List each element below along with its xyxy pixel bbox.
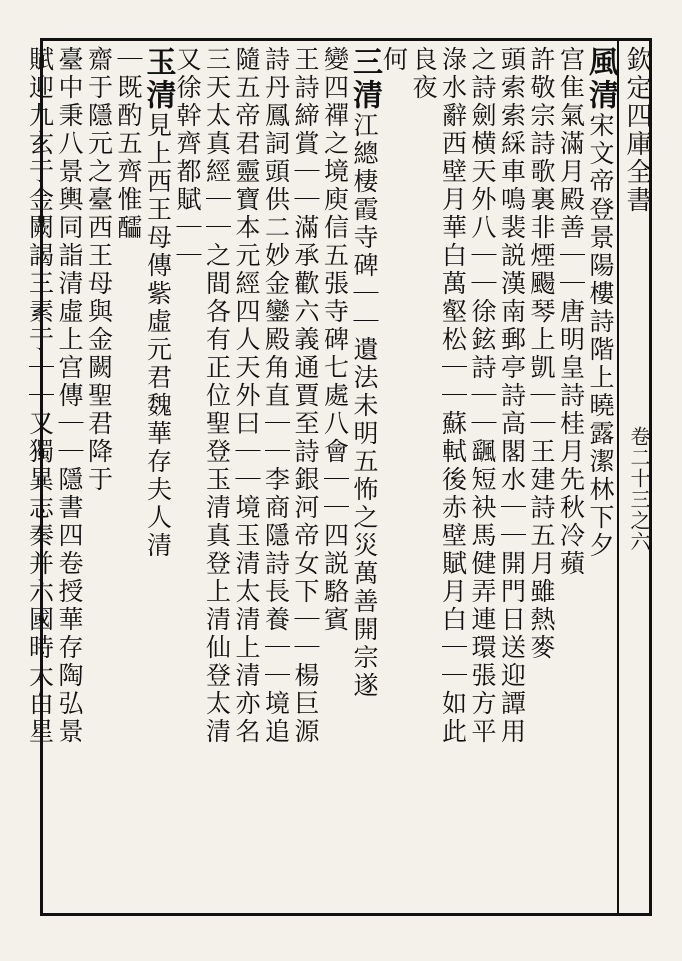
text-column xyxy=(556,46,586,908)
column-text: 王詩締賞｜｜滿承歡六義通賈至詩銀河帝女下｜｜楊巨源 xyxy=(291,46,320,746)
text-column xyxy=(438,46,468,908)
text-column xyxy=(320,46,350,908)
text-column xyxy=(347,46,382,908)
text-column xyxy=(55,46,85,908)
headword: 三清 xyxy=(347,46,382,112)
text-column xyxy=(468,46,498,908)
text-column xyxy=(291,46,321,908)
text-column xyxy=(409,46,439,908)
column-text: ｜既酌五齊惟醽 xyxy=(114,46,143,242)
column-text: 淥水辭西壁月華白萬壑松｜｜蘇軾後赤壁賦月白｜｜如此 xyxy=(438,46,468,746)
column-text: 賦迎九玄于金闕謁三素于｜｜又獨異志秦并六國時太白星 xyxy=(25,46,55,746)
text-column xyxy=(497,46,527,908)
column-text: 許敬宗詩歌裏非煙颺琴上凱｜｜王建詩五月雖熱麥 xyxy=(527,46,556,662)
column-text: 良夜 xyxy=(409,46,438,102)
volume-label: 卷二十三之六 xyxy=(627,426,651,552)
text-column xyxy=(173,46,203,908)
book-title: 欽定四庫全書 xyxy=(622,46,652,214)
text-column xyxy=(202,46,232,908)
column-text: 宋文帝登景陽樓詩階上曉露潔林下夕 xyxy=(586,112,615,560)
column-text: 臺中秉八景輿同詣清虛上宫傳｜｜隱書四卷授華存陶弘景 xyxy=(55,46,84,746)
column-text: 齋于隱元之臺西王母與金闕聖君降于 xyxy=(84,46,114,494)
header-divider xyxy=(617,40,619,914)
column-text: 之詩劍横天外八｜｜徐鉉詩｜｜颻短袂馬健弄連環張方平 xyxy=(468,46,497,746)
headword: 玉清 xyxy=(140,46,176,112)
text-column xyxy=(114,46,144,908)
text-column xyxy=(84,46,114,908)
column-text: 見上西王母傳紫虛元君魏華存夫人清 xyxy=(143,112,173,560)
text-column xyxy=(527,46,557,908)
column-text: 頭索索綵車鳴裴説漢南郵亭詩高閣水｜｜開門日送迎譚用 xyxy=(497,46,527,746)
column-text: 詩丹鳳詞頭供二妙金鑾殿角直｜｜李商隱詩長養｜｜境追 xyxy=(261,46,291,746)
column-text: 何 xyxy=(379,46,409,74)
text-column xyxy=(25,46,55,908)
text-column xyxy=(232,46,262,908)
column-text: 隨五帝君靈寶本元經四人天外曰｜｜境玉清太清上清亦名 xyxy=(232,46,261,746)
column-text: 變四禪之境庾信五張寺碑七處八會｜｜四説駱賓 xyxy=(320,46,350,634)
text-column xyxy=(583,46,618,908)
column-text: 又徐幹齊都賦｜｜ xyxy=(173,46,202,270)
text-column xyxy=(379,46,409,908)
column-text: 宫隹氣滿月殿善｜｜唐明皇詩桂月先秋冷蘋 xyxy=(556,46,586,578)
text-column xyxy=(261,46,291,908)
text-column xyxy=(140,46,176,908)
column-text: 江總棲霞寺碑｜｜遺法未明五怖之災萬善開宗遂 xyxy=(350,112,379,700)
column-text: 三天太真經｜｜之間各有正位聖登玉清真登上清仙登太清 xyxy=(202,46,232,746)
headword: 風清 xyxy=(583,46,618,112)
